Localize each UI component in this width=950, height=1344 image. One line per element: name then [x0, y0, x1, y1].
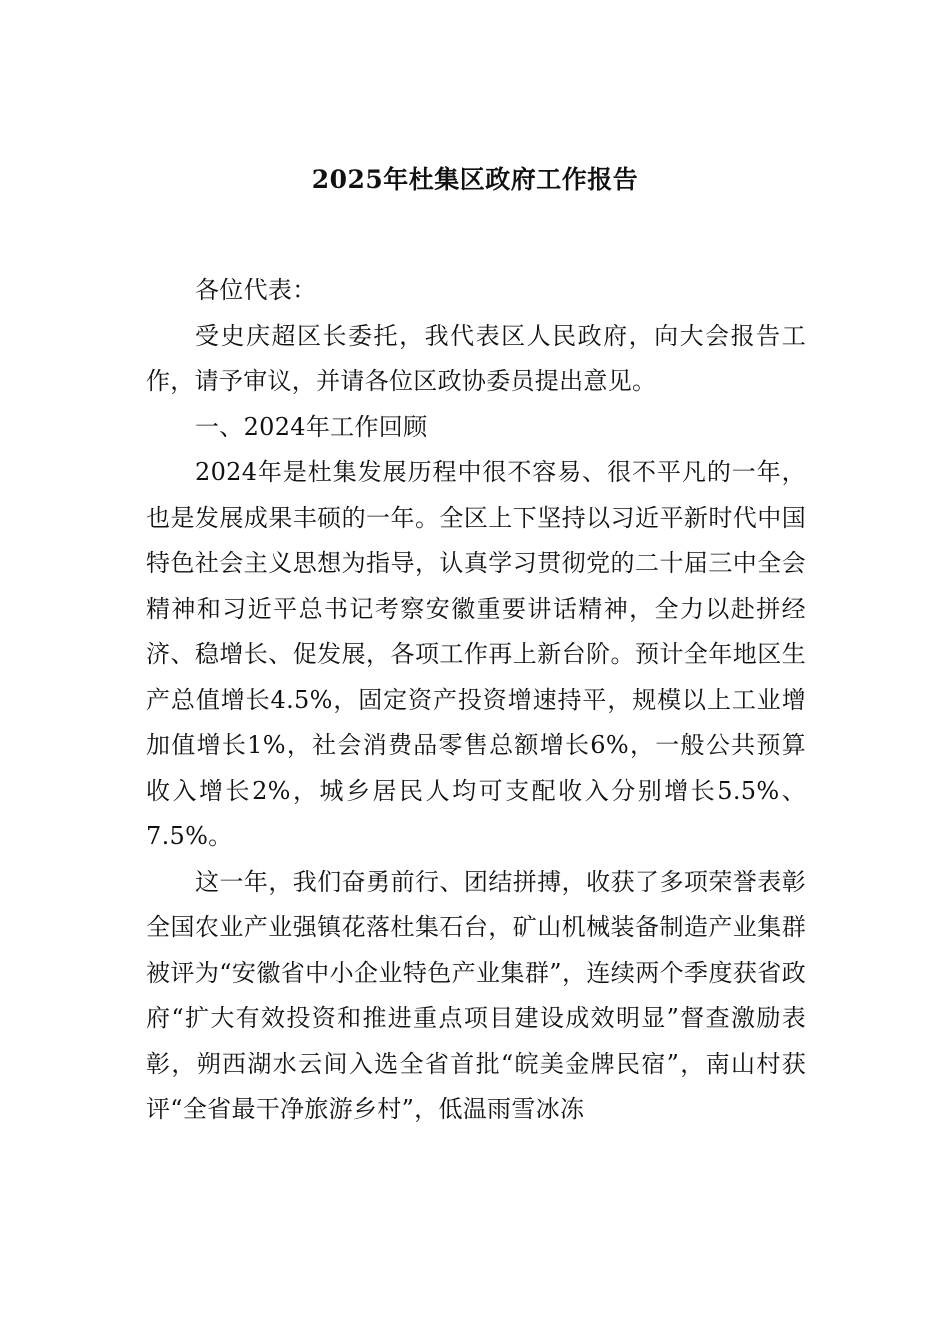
salutation-paragraph: 各位代表： — [195, 276, 317, 304]
section-heading: 一、2024年工作回顾 — [195, 412, 428, 441]
honors-paragraph: 这一年，我们奋勇前行、团结拼搏，收获了多项荣誉表彰全国农业产业强镇花落杜集石台，矿山机械装备制造产业集群被评为“安徽省中小企业特色产业集群”，连续两个季度获省政府“扩大有效投资和推进重点项目建设成效明显”督查激励表彰，朔西湖水云间入选全省首批“皖美金牌民宿”，南山村获评“全省最干净旅游乡村”，低温雨雪冰冻 — [146, 867, 806, 1123]
document-body — [146, 268, 806, 1133]
intro-paragraph: 受史庆超区长委托，我代表区人民政府，向大会报告工作，请予审议，并请各位区政协委员提出意见。 — [146, 321, 806, 395]
document-title: 2025年杜集区政府工作报告 — [311, 165, 639, 194]
review-paragraph: 2024年是杜集发展历程中很不容易、很不平凡的一年，也是发展成果丰硕的一年。全区上下坚持以习近平新时代中国特色社会主义思想为指导，认真学习贯彻党的二十届三中全会精神和习近平总书记考察安徽重要讲话精神，全力以赴拼经济、稳增长、促发展，各项工作再上新台阶。预计全年地区生产总值增长4.5%，固定资产投资增速持平，规模以上工业增加值增长1%，社会消费品零售总额增长6%，一般公共预算收入增长2%，城乡居民人均可支配收入分别增长5.5%、7.5%。 — [146, 458, 806, 850]
